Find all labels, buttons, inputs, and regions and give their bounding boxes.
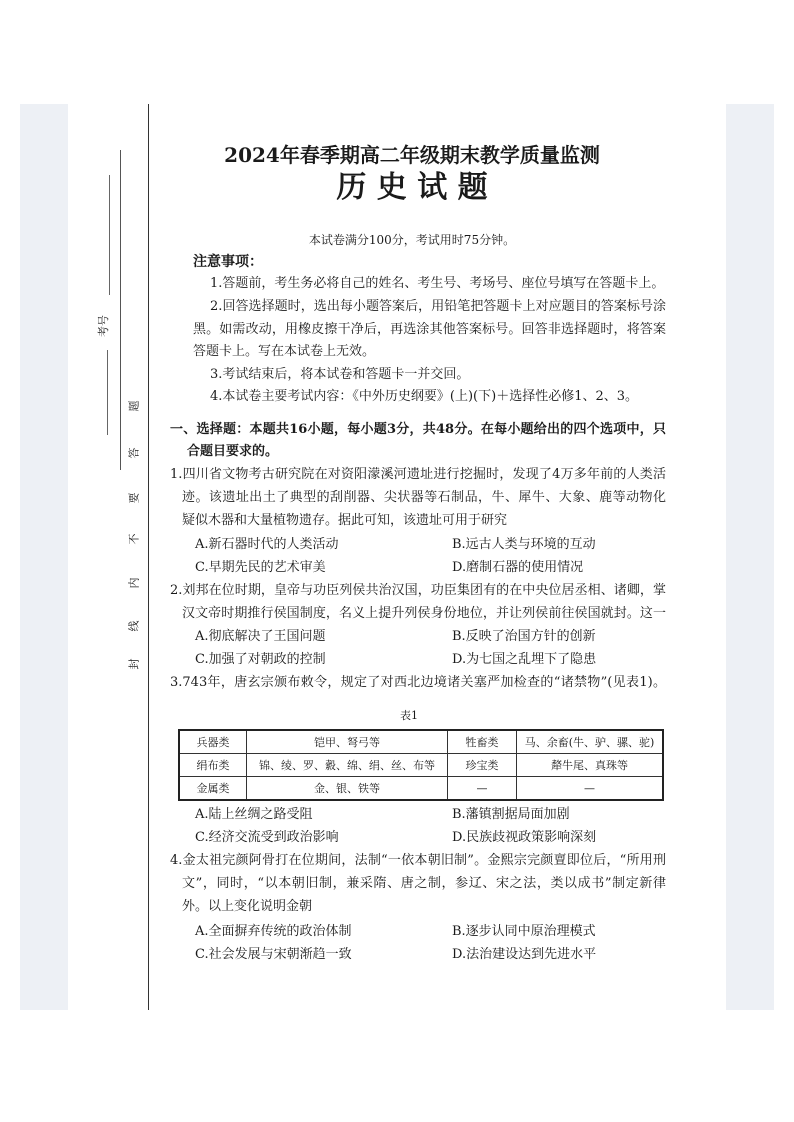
question-4-text: 外。以上变化说明金朝 xyxy=(182,899,313,914)
section-heading-cont: 合题目要求的。 xyxy=(187,444,279,459)
note-line: 1.答题前，考生务必将自己的姓名、考生号、考场号、座位号填写在答题卡上。 xyxy=(210,276,665,291)
table-row xyxy=(179,777,663,801)
question-4-text: 文”，同时，“以本朝旧制，兼采隋、唐之制，参辽、宋之法，类以成书”制定新律 xyxy=(182,876,666,891)
question-1-text: 疑似木器和大量植物遗存。据此可知，该遗址可用于研究 xyxy=(182,513,508,528)
seal-char: 不 xyxy=(127,533,141,545)
q2-option-b: B.反映了治国方针的创新 xyxy=(452,629,596,644)
note-line: 2.回答选择题时，选出每小题答案后，用铅笔把答题卡上对应题目的答案标号涂 xyxy=(210,299,666,314)
table-cell: 金、银、铁等 xyxy=(247,777,448,801)
q4-option-c: C.社会发展与宋朝渐趋一致 xyxy=(195,947,352,962)
seal-char: 线 xyxy=(127,620,141,632)
question-1-text: 1.四川省文物考古研究院在对资阳濛溪河遗址进行挖掘时，发现了4万多年前的人类活 xyxy=(170,467,666,482)
exam-number-label: 考号 xyxy=(97,315,110,337)
table-cell: 金属类 xyxy=(179,777,247,801)
table-cell: 兵器类 xyxy=(179,730,247,754)
note-line: 黑。如需改动，用橡皮擦干净后，再选涂其他答案标号。回答非选择题时，将答案 xyxy=(193,322,666,337)
seal-char: 题 xyxy=(127,400,141,412)
table-cell: 犛牛尾、真珠等 xyxy=(517,754,664,777)
note-line: 3.考试结束后，将本试卷和答题卡一并交回。 xyxy=(210,367,470,382)
q1-option-c: C.早期先民的艺术审美 xyxy=(195,560,326,575)
exam-number-underline-bottom xyxy=(107,350,108,435)
section-heading: 一、选择题：本题共16小题，每小题3分，共48分。在每小题给出的四个选项中，只 xyxy=(170,422,666,437)
seal-char: 封 xyxy=(127,658,141,670)
question-1-text: 迹。该遗址出土了典型的刮削器、尖状器等石制品，牛、犀牛、大象、鹿等动物化 xyxy=(182,490,666,505)
table-row xyxy=(179,730,663,754)
q2-option-a: A.彻底解决了王国问题 xyxy=(195,629,326,644)
prohibited-goods-table xyxy=(178,729,664,801)
table-cell: 绢布类 xyxy=(179,754,247,777)
q2-option-d: D.为七国之乱埋下了隐患 xyxy=(452,652,597,667)
q3-option-c: C.经济交流受到政治影响 xyxy=(195,830,339,845)
table-cell: 珍宝类 xyxy=(448,754,517,777)
q3-option-d: D.民族歧视政策影响深刻 xyxy=(452,830,597,845)
table-cell: 马、余畜(牛、驴、骡、驼) xyxy=(517,730,664,754)
note-line: 答题卡上。写在本试卷上无效。 xyxy=(193,344,376,359)
q1-option-d: D.磨制石器的使用情况 xyxy=(452,560,584,575)
question-3-text: 3.743年，唐玄宗颁布敕令，规定了对西北边境诸关塞严加检查的“诸禁物”(见表1)。 xyxy=(170,675,666,690)
question-2-text: 汉文帝时期推行侯国制度，名义上提升列侯身份地位，并让列侯前往侯国就封。这一 xyxy=(182,606,666,621)
table-cell: — xyxy=(448,777,517,801)
exam-title: 2024年春季期高二年级期末教学质量监测 xyxy=(224,143,600,167)
q4-option-a: A.全面摒弃传统的政治体制 xyxy=(195,924,352,939)
seal-char: 内 xyxy=(127,577,141,589)
q3-option-a: A.陆上丝绸之路受阻 xyxy=(195,807,313,822)
seal-char: 要 xyxy=(127,492,141,504)
exam-info: 本试卷满分100分，考试用时75分钟。 xyxy=(308,233,516,247)
table-row xyxy=(179,754,663,777)
q4-option-d: D.法治建设达到先进水平 xyxy=(452,947,597,962)
table-cell: 铠甲、弩弓等 xyxy=(247,730,448,754)
question-2-text: 2.刘邦在位时期，皇帝与功臣列侯共治汉国，功臣集团有的在中央位居丞相、诸卿，掌 xyxy=(170,583,666,598)
subject-title: 历 史 试 题 xyxy=(336,170,488,205)
q4-option-b: B.逐步认同中原治理模式 xyxy=(452,924,596,939)
table-cell: 牲畜类 xyxy=(448,730,517,754)
q2-option-c: C.加强了对朝政的控制 xyxy=(195,652,326,667)
q1-option-b: B.远古人类与环境的互动 xyxy=(452,537,596,552)
q3-option-b: B.藩镇割据局面加剧 xyxy=(452,807,570,822)
table-caption: 表1 xyxy=(400,709,418,722)
table-cell: 锦、绫、罗、縠、绵、绢、丝、布等 xyxy=(247,754,448,777)
notes-heading: 注意事项： xyxy=(193,254,263,270)
q1-option-a: A.新石器时代的人类活动 xyxy=(195,537,339,552)
seal-char: 答 xyxy=(127,447,141,459)
note-line: 4.本试卷主要考试内容：《中外历史纲要》(上)(下)＋选择性必修1、2、3。 xyxy=(210,389,639,404)
table-cell: — xyxy=(517,777,664,801)
question-4-text: 4.金太祖完颜阿骨打在位期间，法制“一依本朝旧制”。金熙宗完颜亶即位后，“所用刑 xyxy=(170,853,666,868)
